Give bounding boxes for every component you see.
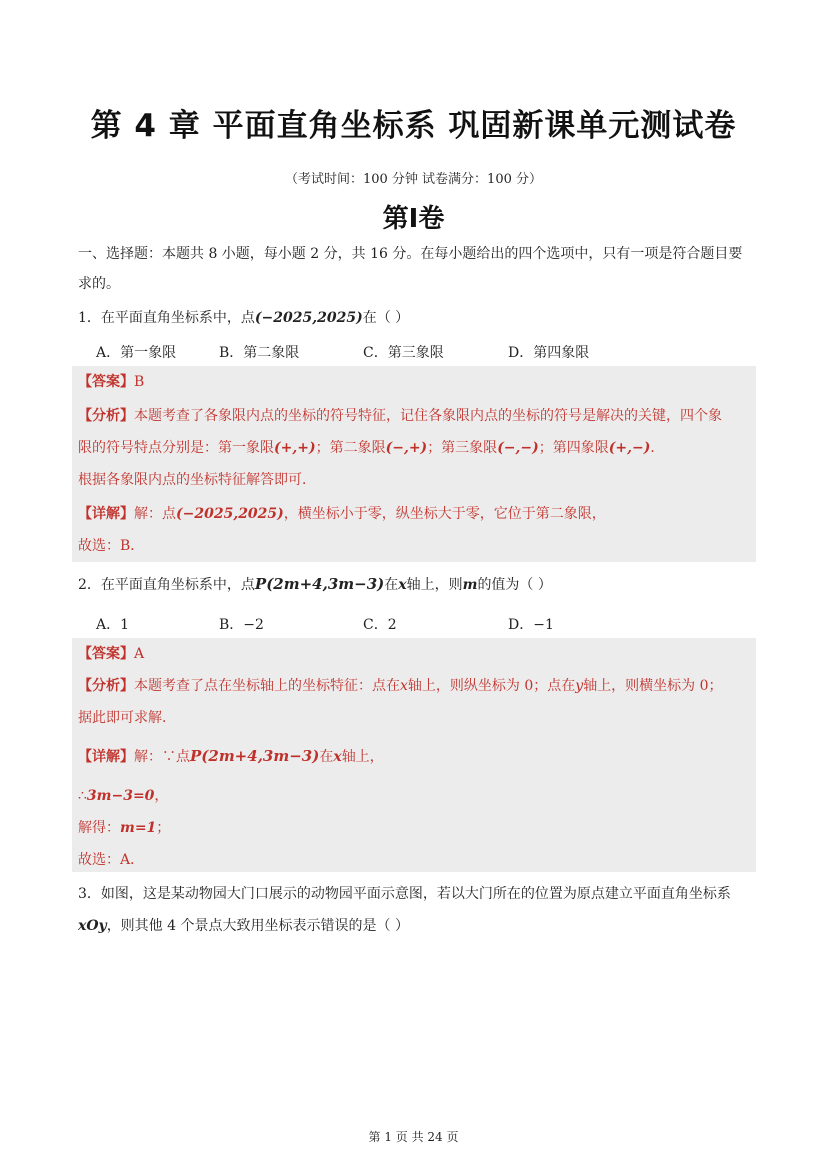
q3-stem-line1: 3．如图，这是某动物园大门口展示的动物园平面示意图，若以大门所在的位置为原点建立平面直角坐标系	[78, 886, 731, 902]
q1-sign-quadrant4: (+,−)	[608, 440, 651, 456]
q2-analysis-tag: 【分析】	[78, 678, 134, 694]
section-intro-line1: 一、选择题：本题共 8 小题，每小题 2 分，共 16 分。在每小题给出的四个选项中，只有一项是符合题目要	[78, 246, 743, 262]
page-footer: 第 1 页 共 24 页	[368, 1130, 459, 1144]
q1-conclusion: 故选：B．	[78, 538, 145, 554]
q2-detail-point: P(2m+4,3m−3)	[190, 747, 320, 765]
q2-detail-text-c: 轴上，	[341, 749, 384, 765]
q2-answer	[78, 644, 758, 664]
q2-var: m	[462, 577, 478, 593]
q1-stem-pre: 1．在平面直角坐标系中，点	[78, 310, 255, 326]
q1-option-c: C．第三象限	[363, 345, 444, 361]
q2-step1-suffix: ，	[154, 788, 169, 804]
q2-option-b: B．−2	[219, 617, 264, 633]
q2-answer-value: A	[134, 646, 145, 662]
q2-stem	[78, 574, 758, 595]
q1-analysis-line1	[78, 406, 758, 426]
q2-detail	[78, 746, 758, 767]
q2-analysis-x: x	[400, 678, 408, 694]
q1-analysis-text2d: ；第四象限	[538, 440, 609, 456]
q1-stem-post: 在（ ）	[362, 310, 410, 326]
q2-step2-suffix: ；	[156, 820, 171, 836]
q2-detail-text-b: 在	[319, 749, 334, 765]
q2-detail-tag: 【详解】	[78, 749, 134, 765]
q1-analysis-line3: 根据各象限内点的坐标特征解答即可．	[78, 472, 316, 488]
volume-title: 第Ⅰ卷	[382, 204, 445, 234]
q2-option-d: D．−1	[508, 617, 554, 633]
q2-analysis-line1	[78, 676, 758, 696]
q2-step1-prefix: ∴	[78, 788, 87, 804]
q2-conclusion: 故选：A．	[78, 852, 145, 868]
q2-answer-tag: 【答案】	[78, 646, 134, 662]
q2-option-c: C．2	[363, 617, 397, 633]
q1-answer	[78, 372, 758, 392]
q2-step1-eq: 3m−3=0	[86, 788, 155, 804]
q2-analysis-line2: 据此即可求解．	[78, 710, 176, 726]
q3-stem-line2	[78, 916, 758, 936]
q2-analysis-text1b: 轴上，则纵坐标为 0；点在	[407, 678, 576, 694]
section-intro-line2: 求的。	[78, 276, 120, 292]
q2-detail-text-a: 解：∵点	[134, 749, 190, 765]
q1-analysis-line2	[78, 438, 758, 458]
exam-info: （考试时间：100 分钟 试卷满分：100 分）	[284, 172, 543, 187]
q2-step1	[78, 786, 758, 806]
q1-answer-tag: 【答案】	[78, 374, 134, 390]
q1-answer-box	[72, 366, 756, 562]
q1-detail-tag: 【详解】	[78, 506, 134, 522]
q2-stem-post: 的值为（ ）	[477, 577, 552, 593]
q3-stem-line2-text: ，则其他 4 个景点大致用坐标表示错误的是（ ）	[106, 918, 409, 934]
q1-analysis-tag: 【分析】	[78, 408, 134, 424]
q1-analysis-text2a: 限的符号特点分别是：第一象限	[78, 440, 274, 456]
q1-detail-text-b: ，横坐标小于零，纵坐标大于零，它位于第二象限，	[283, 506, 606, 522]
q1-option-d: D．第四象限	[508, 345, 590, 361]
q1-analysis-text2e: ．	[650, 440, 665, 456]
q2-point: P(2m+4,3m−3)	[254, 575, 385, 593]
q1-analysis-text2c: ；第三象限	[427, 440, 498, 456]
q1-analysis-text1: 本题考查了各象限内点的坐标的符号特征，记住各象限内点的坐标的符号是解决的关键，四个象	[134, 408, 722, 424]
q2-detail-axis: x	[333, 749, 342, 765]
q1-detail-text-a: 解：点	[134, 506, 176, 522]
q2-axis: x	[398, 577, 407, 593]
q2-analysis-y: y	[575, 678, 584, 694]
q1-option-a: A．第一象限	[96, 345, 177, 361]
q3-coord-sys: xOy	[78, 918, 107, 934]
q1-sign-quadrant3: (−,−)	[497, 440, 539, 456]
q1-stem	[78, 308, 758, 328]
q1-answer-value: B	[134, 374, 145, 390]
q2-step2-eq: m=1	[120, 820, 157, 836]
q2-stem-mid: 在	[384, 577, 399, 593]
q1-detail-point: (−2025,2025)	[176, 506, 284, 522]
q2-stem-pre: 2．在平面直角坐标系中，点	[78, 577, 255, 593]
q1-point: (−2025,2025)	[254, 310, 363, 326]
q1-sign-quadrant2: (−,+)	[385, 440, 428, 456]
q1-analysis-text2b: ；第二象限	[315, 440, 386, 456]
q2-step2-prefix: 解得：	[78, 820, 120, 836]
q1-sign-quadrant1: (+,+)	[274, 440, 316, 456]
document-title: 第 4 章 平面直角坐标系 巩固新课单元测试卷	[90, 108, 737, 144]
q1-detail	[78, 504, 758, 524]
q2-step2	[78, 818, 758, 838]
q2-analysis-text1a: 本题考查了点在坐标轴上的坐标特征：点在	[134, 678, 400, 694]
q1-option-b: B．第二象限	[219, 345, 300, 361]
q2-stem-mid2: 轴上，则	[406, 577, 463, 593]
q2-option-a: A．1	[96, 617, 130, 633]
q2-analysis-text1c: 轴上，则横坐标为 0；	[583, 678, 723, 694]
